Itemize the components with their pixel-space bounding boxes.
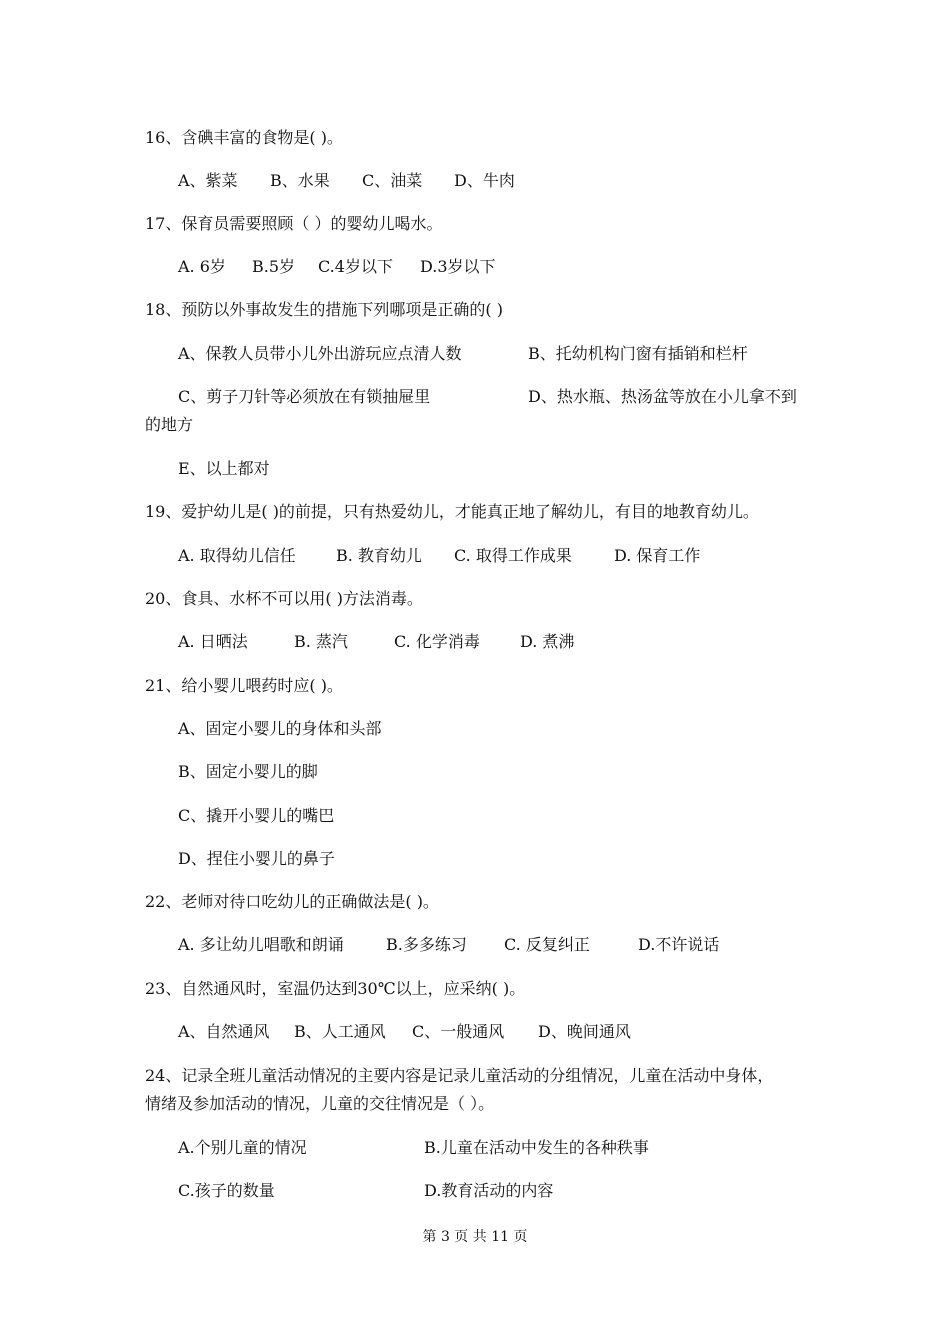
question-19-option-a: A. 取得幼儿信任: [178, 546, 296, 565]
question-22-option-d: D.不许说话: [638, 935, 720, 954]
question-17-option-a: A. 6岁: [178, 257, 226, 276]
question-18-option-c: C、剪子刀针等必须放在有锁抽屉里: [178, 387, 431, 406]
question-21-option-b: B、固定小婴儿的脚: [178, 762, 318, 781]
question-22-option-b: B.多多练习: [386, 935, 467, 954]
question-16-option-c: C、油菜: [362, 171, 423, 190]
question-18-option-a: A、保教人员带小儿外出游玩应点清人数: [178, 344, 462, 363]
question-21-stem: 21、给小婴儿喂药时应( )。: [145, 676, 343, 695]
question-23-option-c: C、一般通风: [412, 1022, 505, 1041]
question-16-option-a: A、紫菜: [178, 171, 238, 190]
question-24-option-b: B.儿童在活动中发生的各种秩事: [424, 1138, 649, 1157]
question-24-stem: 24、记录全班儿童活动情况的主要内容是记录儿童活动的分组情况，儿童在活动中身体，: [145, 1066, 774, 1085]
page-number-footer: 第 3 页 共 11 页: [422, 1229, 528, 1245]
question-24-option-d: D.教育活动的内容: [424, 1181, 554, 1200]
question-24-stem-continued: 情绪及参加活动的情况，儿童的交往情况是（ ）。: [145, 1094, 495, 1113]
question-16-stem: 16、含碘丰富的食物是( )。: [145, 128, 343, 147]
question-20-option-c: C. 化学消毒: [394, 632, 480, 651]
question-19-option-b: B. 教育幼儿: [336, 546, 422, 565]
question-19-stem: 19、爱护幼儿是( )的前提，只有热爱幼儿，才能真正地了解幼儿，有目的地教育幼儿。: [145, 502, 759, 521]
question-16-option-b: B、水果: [270, 171, 330, 190]
question-23-stem: 23、自然通风时，室温仍达到30℃以上，应采纳( )。: [145, 979, 526, 998]
question-20-option-d: D. 煮沸: [520, 632, 575, 651]
question-23-option-a: A、自然通风: [178, 1022, 270, 1041]
question-19-options: [178, 546, 700, 566]
question-19-option-d: D. 保育工作: [614, 546, 701, 565]
question-16-options: [178, 171, 515, 191]
question-21-option-c: C、撬开小婴儿的嘴巴: [178, 806, 335, 825]
question-23-options: [178, 1022, 631, 1042]
question-22-option-a: A. 多让幼儿唱歌和朗诵: [178, 935, 344, 954]
question-24-option-a: A.个别儿童的情况: [178, 1138, 307, 1157]
question-16-option-d: D、牛肉: [454, 171, 515, 190]
question-21-option-a: A、固定小婴儿的身体和头部: [178, 719, 382, 738]
question-21-option-d: D、捏住小婴儿的鼻子: [178, 849, 335, 868]
question-20-stem: 20、食具、水杯不可以用( )方法消毒。: [145, 589, 423, 608]
question-22-stem: 22、老师对待口吃幼儿的正确做法是( )。: [145, 892, 439, 911]
question-18-option-d: D、热水瓶、热汤盆等放在小儿拿不到: [528, 387, 797, 406]
question-23-option-b: B、人工通风: [294, 1022, 386, 1041]
question-18-stem: 18、预防以外事故发生的措施下列哪项是正确的( ): [145, 300, 503, 319]
question-22-options: [178, 935, 719, 955]
question-17-option-d: D.3岁以下: [420, 257, 496, 276]
question-19-option-c: C. 取得工作成果: [454, 546, 572, 565]
question-17-stem: 17、保育员需要照顾（ ）的婴幼儿喝水。: [145, 214, 443, 233]
question-17-option-c: C.4岁以下: [318, 257, 393, 276]
question-20-option-a: A. 日晒法: [178, 632, 248, 651]
question-17-options: [178, 257, 496, 277]
question-20-options: [178, 632, 574, 652]
question-18-option-d-continued: 的地方: [145, 415, 194, 434]
question-20-option-b: B. 蒸汽: [294, 632, 348, 651]
question-18-option-e: E、以上都对: [178, 459, 270, 478]
question-22-option-c: C. 反复纠正: [504, 935, 590, 954]
question-23-option-d: D、晚间通风: [538, 1022, 631, 1041]
question-18-option-b: B、托幼机构门窗有插销和栏杆: [528, 344, 748, 363]
question-17-option-b: B.5岁: [252, 257, 296, 276]
question-24-option-c: C.孩子的数量: [178, 1181, 275, 1200]
